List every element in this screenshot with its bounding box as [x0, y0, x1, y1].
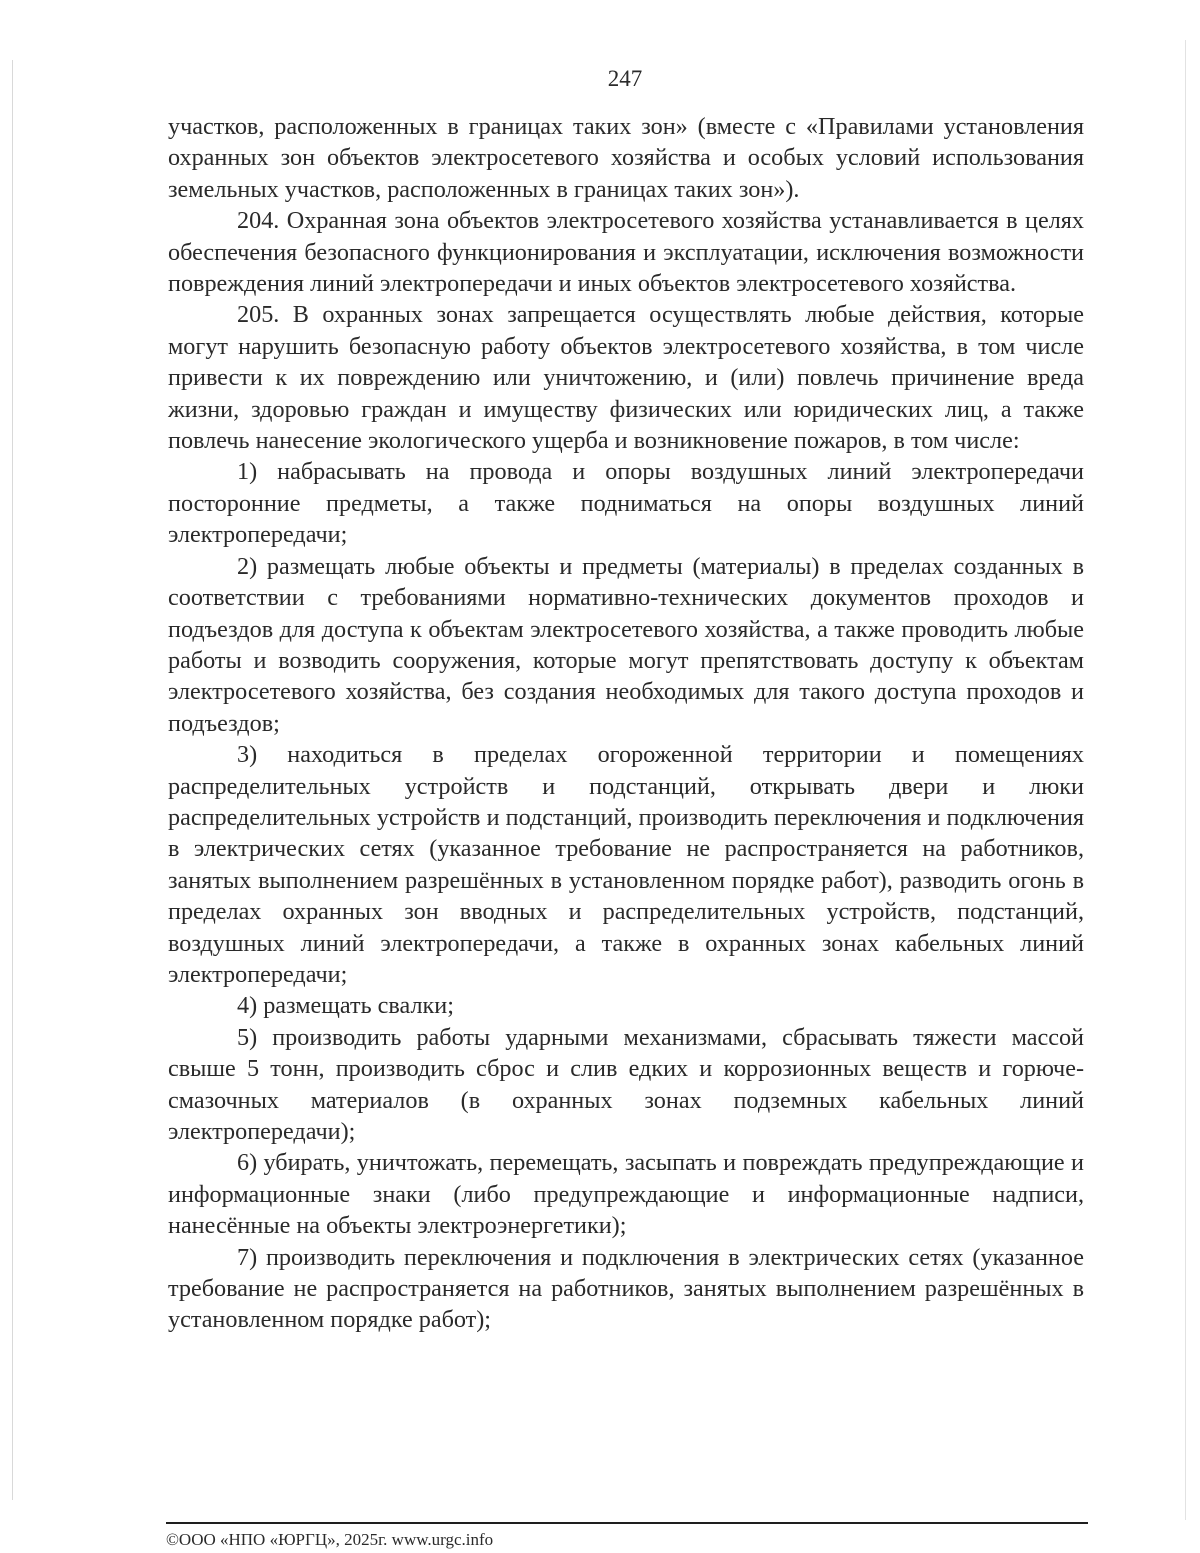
- list-item-1: 1) набрасывать на провода и опоры воздушных линий электропередачи посторонние предметы, а также подниматься на опоры воздушных линий электропередачи;: [168, 458, 1084, 549]
- list-item-6: 6) убирать, уничтожать, перемещать, засыпать и повреждать предупреждающие и информационные знаки (либо предупреждающие и информационные надписи, нанесённые на объекты электроэнергетики);: [168, 1149, 1084, 1240]
- list-item-2: 2) размещать любые объекты и предметы (материалы) в пределах созданных в соответствии с требованиями нормативно-технических документов проходов и подъездов для доступа к объектам электросетевого хозяйства, а также проводить любые работы и возводить сооружения, которые могут препятствовать доступу к объектам электросетевого хозяйства, без создания необходимых для такого доступа проходов и подъездов;: [168, 552, 1084, 737]
- scan-edge-left: [12, 60, 13, 1500]
- document-body: [168, 111, 1084, 1336]
- scan-edge-right: [1185, 40, 1186, 1520]
- paragraph-204: 204. Охранная зона объектов электросетевого хозяйства устанавливается в целях обеспечения безопасного функционирования и эксплуатации, исключения возможности повреждения линий электропередачи и иных объектов электросетевого хозяйства.: [168, 207, 1084, 298]
- paragraph-205: 205. В охранных зонах запрещается осуществлять любые действия, которые могут нарушить безопасную работу объектов электросетевого хозяйства, в том числе привести к их повреждению или уничтожению, и (или) повлечь причинение вреда жизни, здоровью граждан и имуществу физических или юридических лиц, а также повлечь нанесение экологического ущерба и возникновение пожаров, в том числе:: [168, 301, 1084, 455]
- footer-copyright: ©ООО «НПО «ЮРГЦ», 2025г. www.urgc.info: [166, 1530, 494, 1549]
- list-item-4: 4) размещать свалки;: [237, 992, 454, 1020]
- list-item-7: 7) производить переключения и подключения в электрических сетях (указанное требование не распространяется на работников, занятых выполнением разрешённых в установленном порядке работ);: [168, 1243, 1084, 1334]
- list-item-3: 3) находиться в пределах огороженной территории и помещениях распределительных устройств и подстанций, открывать двери и люки распределительных устройств и подстанций, производить переключения и подключения в электрических сетях (указанное требование не распространяется на работников, занятых выполнением разрешённых в установленном порядке работ), разводить огонь в пределах охранных зон вводных и распределительных устройств, подстанций, воздушных линий электропередачи, а также в охранных зонах кабельных линий электропередачи;: [168, 741, 1084, 988]
- paragraph-continuation: участков, расположенных в границах таких зон» (вместе с «Правилами установления охранных зон объектов электросетевого хозяйства и особых условий использования земельных участков, расположенных в границах таких зон»).: [168, 113, 1084, 203]
- footer-rule: [166, 1522, 1088, 1524]
- list-item-5: 5) производить работы ударными механизмами, сбрасывать тяжести массой свыше 5 тонн, производить сброс и слив едких и коррозионных веществ и горюче-смазочных материалов (в охранных зонах подземных кабельных линий электропередачи);: [168, 1023, 1084, 1145]
- page-number: 247: [607, 66, 643, 91]
